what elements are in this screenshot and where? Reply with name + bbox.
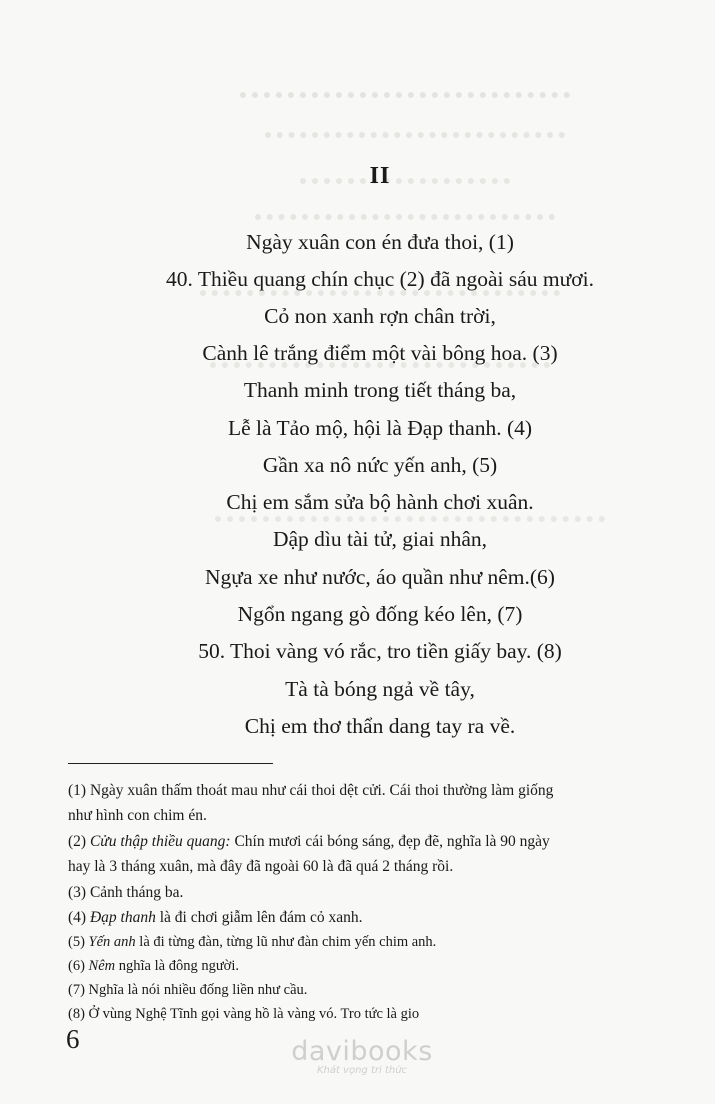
footnote-marker: (2) [68,833,90,850]
footnote-text: Chín mươi cái bóng sáng, đẹp đẽ, nghĩa là 90 ngày [230,833,550,850]
section-title: II [369,163,391,189]
poem-line: Dập dìu tài tử, giai nhân, [272,527,488,551]
poem-line: Chị em thơ thẩn dang tay ra về. [244,714,516,738]
footnote-8: (8) Ở vùng Nghệ Tĩnh gọi vàng hồ là vàng vó. Tro tức là gio [68,1006,420,1022]
footnote-1-line-2: như hình con chim én. [68,807,207,824]
poem-line: Gần xa nô nức yến anh, (5) [262,453,498,477]
footnote-term: Cửu thập thiều quang: [89,833,231,850]
watermark-brand: davibooks [291,1036,433,1067]
poem-line: Tà tà bóng ngả về tây, [285,677,475,701]
footnote-text: nghĩa là đông người. [115,958,239,974]
footnote-1-line-1: (1) Ngày xuân thấm thoát mau như cái thoi dệt cửi. Cái thoi thường làm giống [68,782,554,799]
footnote-divider [68,763,273,764]
poem-line: Ngày xuân con én đưa thoi, (1) [246,230,514,254]
poem-line: Lễ là Tảo mộ, hội là Đạp thanh. (4) [227,416,533,440]
poem-line: Chị em sắm sửa bộ hành chơi xuân. [226,490,534,514]
footnote-5 [68,930,693,954]
poem-line: Cành lê trắng điểm một vài bông hoa. (3) [202,341,558,365]
poem-line: Thanh minh trong tiết tháng ba, [243,378,517,402]
footnote-2-line-2: hay là 3 tháng xuân, mà đây đã ngoài 60 là đã quá 2 tháng rồi. [68,858,454,875]
watermark-logo [282,1036,442,1076]
footnote-6 [68,954,693,978]
footnote-term: Yến anh [88,934,136,950]
footnote-marker: (4) [68,909,90,926]
footnote-marker: (5) [68,934,89,950]
watermark-tagline: Khát vọng tri thức [316,1065,408,1076]
page-number: 6 [66,1024,80,1054]
poem-line: Ngổn ngang gò đống kéo lên, (7) [237,602,523,626]
footnote-4 [68,906,693,930]
poem-line: Ngựa xe như nước, áo quần như nêm.(6) [205,565,555,589]
footnote-2-line-1 [68,830,693,854]
poem-line: Cỏ non xanh rợn chân trời, [264,304,496,328]
footnote-term: Đạp thanh [89,909,156,926]
footnote-marker: (6) [68,958,89,974]
poem-line: 50. Thoi vàng vó rắc, tro tiền giấy bay. (8) [198,639,562,663]
footnote-text: là đi chơi giẫm lên đám cỏ xanh. [155,909,363,926]
footnote-7: (7) Nghĩa là nói nhiều đống liền như cầu. [68,982,308,998]
footnote-term: Nêm [88,958,116,974]
footnote-text: là đi từng đàn, từng lũ như đàn chim yến chim anh. [135,934,437,950]
poem-line: 40. Thiều quang chín chục (2) đã ngoài sáu mươi. [165,267,595,291]
footnote-3: (3) Cảnh tháng ba. [68,884,184,901]
